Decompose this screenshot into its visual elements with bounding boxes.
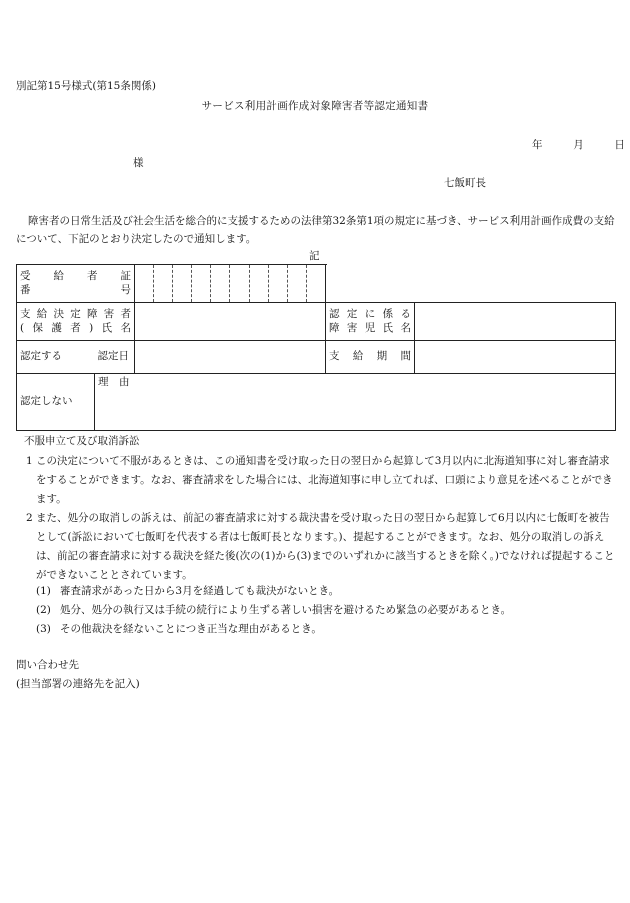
certify-label: 認定する [17, 341, 95, 374]
reason-field[interactable] [95, 374, 616, 431]
table-row [17, 374, 616, 431]
child-name-label: 認定に係る 障害児氏名 [326, 303, 415, 341]
child-name-field[interactable] [415, 303, 616, 341]
notice-body: 障害者の日常生活及び社会生活を総合的に支援するための法律第32条第1項の規定に基づき、サービス利用計画作成費の支給について、下記のとおり決定したので通知します。 [16, 215, 615, 245]
recipient-number-digits[interactable] [135, 265, 326, 303]
provider-name-field[interactable] [135, 303, 326, 341]
date-line [532, 139, 625, 153]
addressee-suffix: 様 [133, 157, 144, 169]
appeal-item-1: 1 この決定について不服があるときは、この通知書を受け取った日の翌日から起算して3月以内に北海道知事に対し審査請求をすることができます。なお、審査請求をした場合には、北海道知事に申し立てれば、口頭により意見を述べることができます。 [26, 455, 613, 505]
certify-date-label: 認定日 [95, 341, 135, 374]
appeal-item-2: 2 また、処分の取消しの訴えは、前記の審査請求に対する裁決書を受け取った日の翌日から起算して6月以内に七飯町を被告として(訴訟において七飯町を代表する者は七飯町長となります。)、提起することができます。なお、処分の取消しの訴えは、前記の審査請求に対する裁決を経た後(次の(1)から(3)までのいずれかに該当するときを除く。)でなければ提起することができないこととされています。 [26, 512, 615, 581]
issuer-name: 七飯町長 [444, 177, 486, 189]
period-label: 支 給 期 間 [326, 341, 415, 374]
appeal-sub-1: (1) 審査請求があった日から3月を経過しても裁決がないとき。 [36, 585, 340, 597]
appeal-heading: 不服申立て及び取消訴訟 [24, 435, 140, 447]
document-title: サービス利用計画作成対象障害者等認定通知書 [201, 100, 429, 112]
contact-note: (担当部署の連絡先を記入) [16, 678, 140, 690]
appeal-sub-2: (2) 処分、処分の執行又は手続の続行により生ずる著しい損害を避けるため緊急の必要があるとき。 [36, 604, 512, 616]
appeal-sub-3: (3) その他裁決を経ないことにつき正当な理由があるとき。 [36, 623, 322, 635]
table-row [17, 303, 616, 341]
table-row [17, 265, 616, 303]
recipient-number-label: 受 給 者 証 番 号 [17, 265, 135, 303]
ki-marker: 記 [309, 250, 320, 262]
reason-label: 理 由 [98, 376, 130, 388]
table-row [17, 341, 616, 374]
certify-date-field[interactable] [135, 341, 326, 374]
date-month: 月 [573, 139, 584, 151]
provider-name-label: 支給決定障害者 (保護者)氏名 [17, 303, 135, 341]
not-certify-label: 認定しない [17, 374, 95, 431]
date-year: 年 [532, 139, 543, 151]
certification-table [16, 264, 616, 431]
date-day: 日 [614, 139, 625, 151]
form-id: 別記第15号様式(第15条関係) [16, 80, 156, 92]
period-field[interactable] [415, 341, 616, 374]
contact-heading: 問い合わせ先 [16, 659, 79, 671]
